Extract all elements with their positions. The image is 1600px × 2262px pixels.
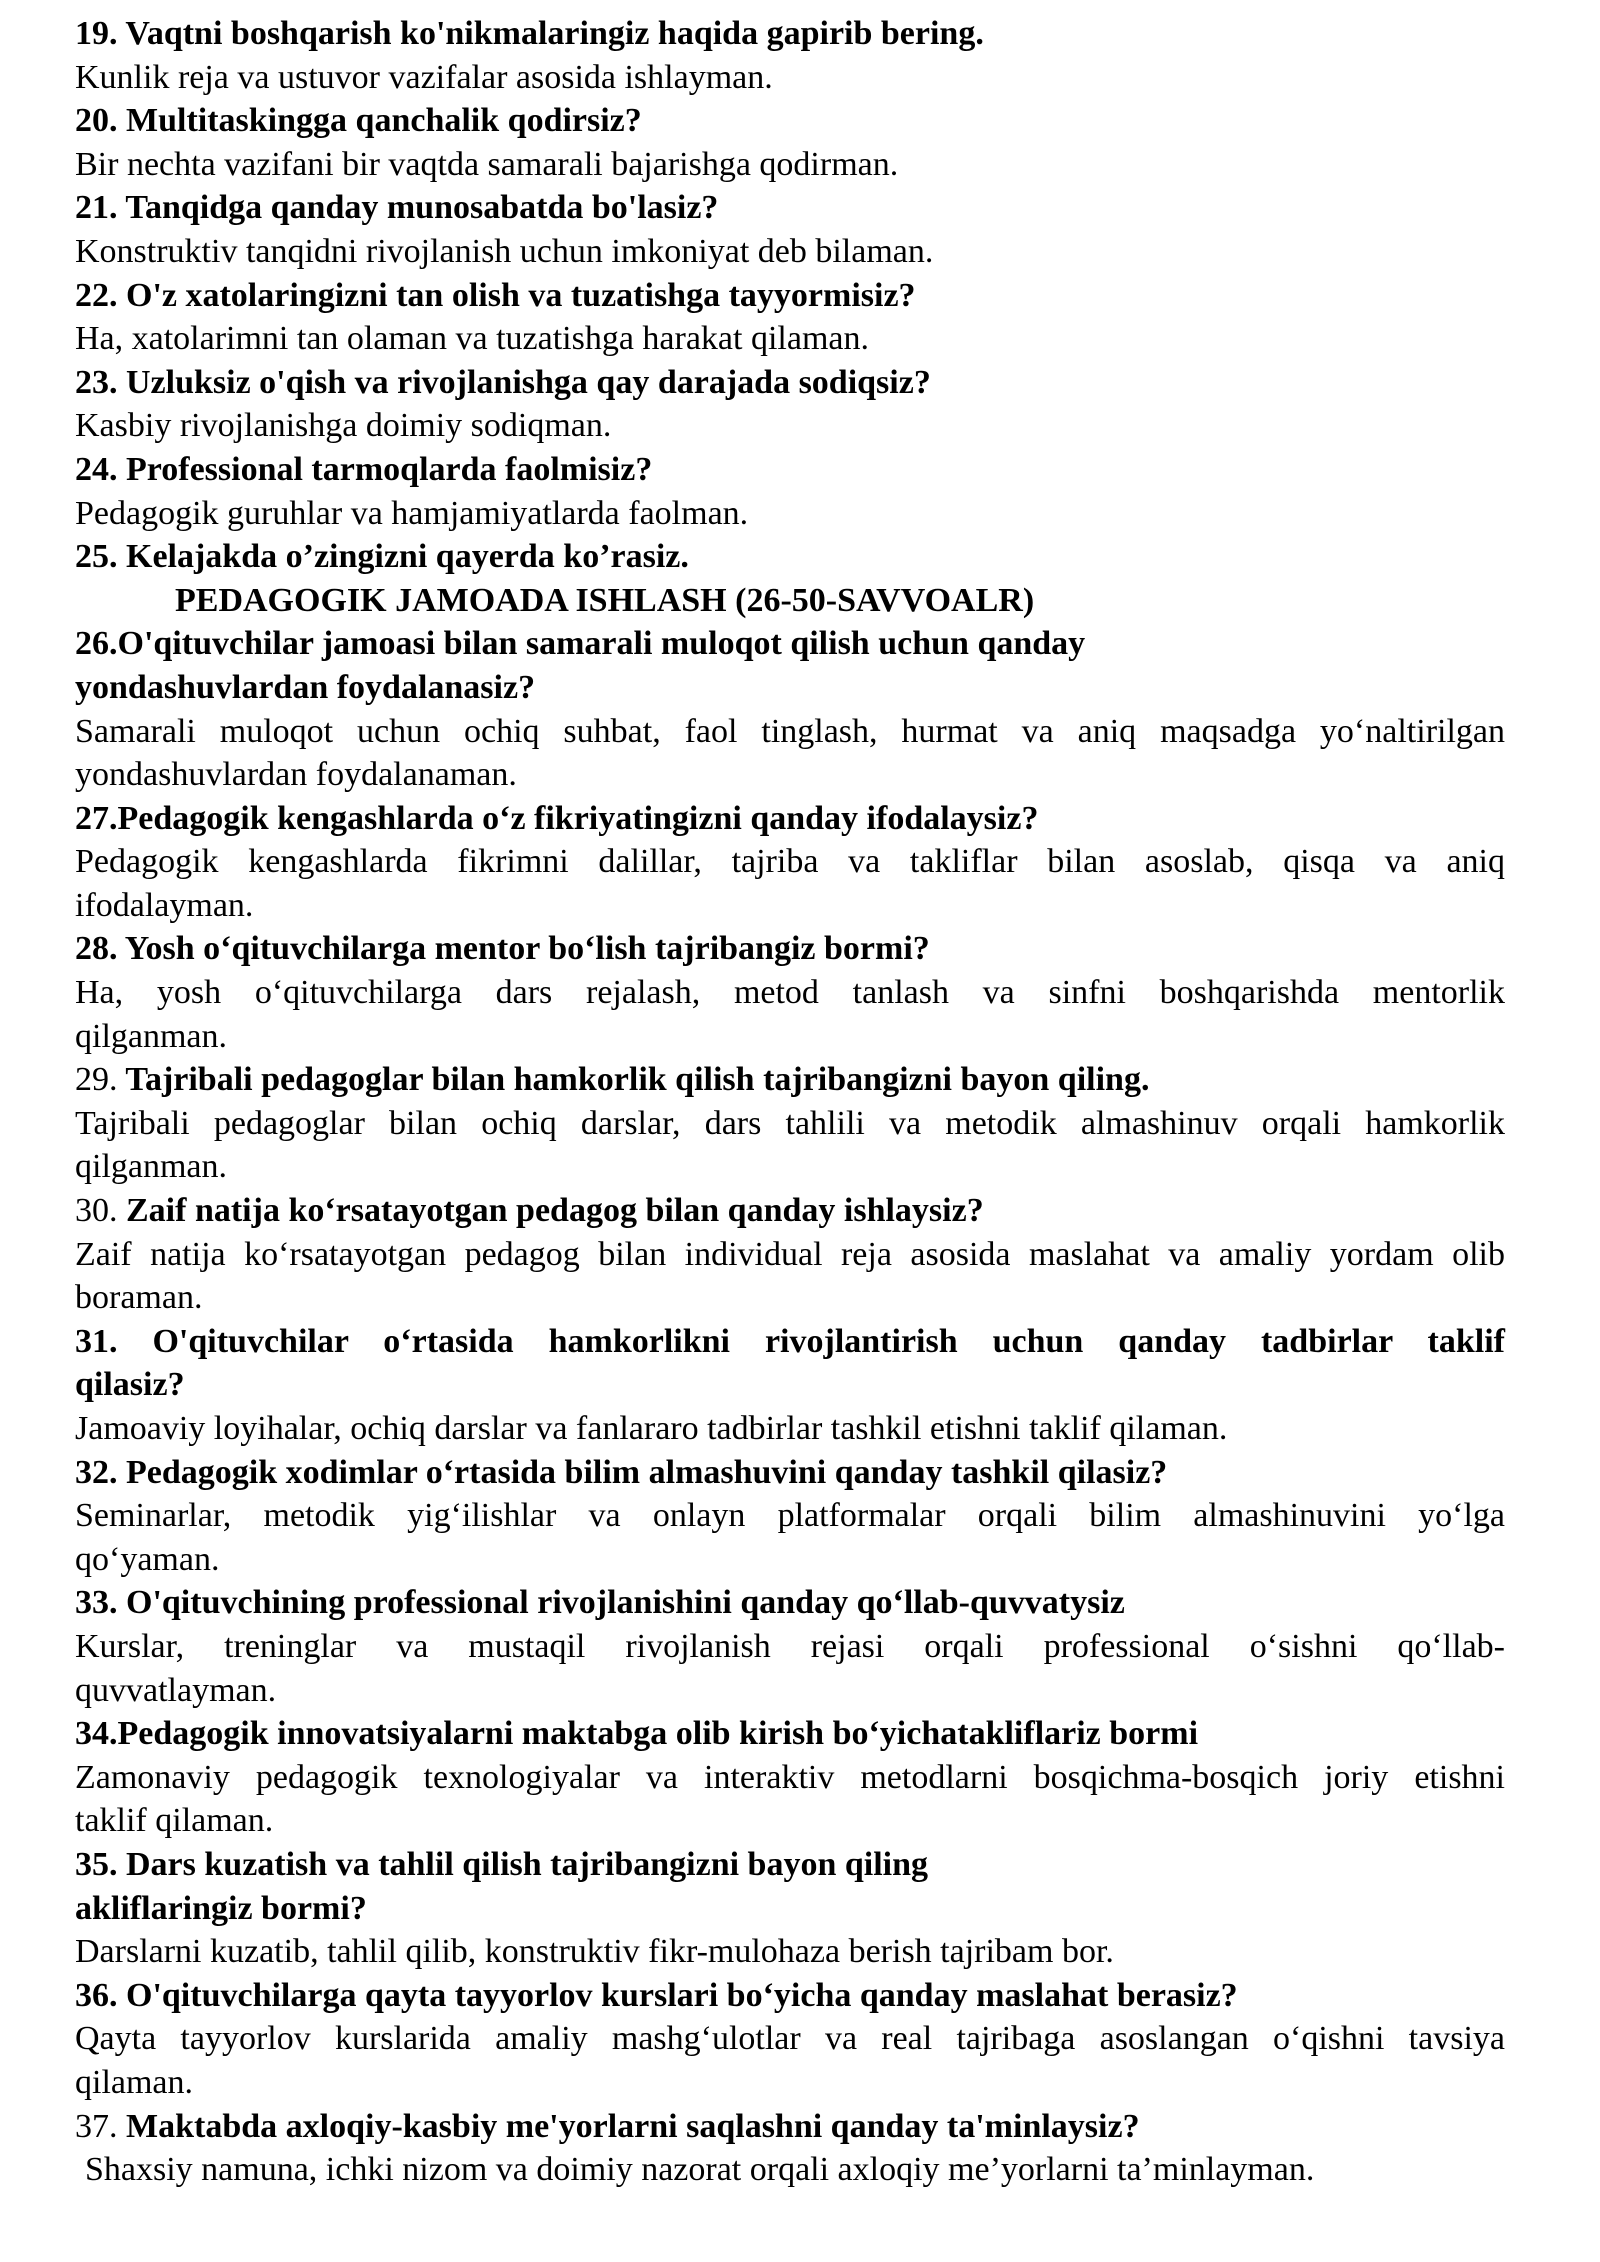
question-text: Vaqtni boshqarish ko'nikmalaringiz haqida gapirib bering. xyxy=(125,15,984,52)
answer-text: Kunlik reja va ustuvor vazifalar asosida ishlayman. xyxy=(75,58,773,96)
question-text: akliflaringiz bormi? xyxy=(75,1889,367,1927)
question-text: Multitaskingga qanchalik qodirsiz? xyxy=(126,102,642,140)
question-text: O'qituvchining professional rivojlanishini qanday qo‘llab-quvvatysiz xyxy=(126,1584,1125,1622)
answer-paragraph xyxy=(75,840,1505,927)
question-number: 30. xyxy=(75,1192,118,1230)
question-paragraph xyxy=(75,2105,1505,2149)
question-paragraph xyxy=(75,797,1505,841)
justified-line xyxy=(75,1669,1505,1713)
justified-line xyxy=(75,1320,1505,1364)
justified-line xyxy=(75,1276,1505,1320)
justified-line xyxy=(75,2061,1505,2105)
answer-text: Samarali muloqot uchun ochiq suhbat, faol tinglash, hurmat va aniq maqsadga yo‘naltirilgan xyxy=(75,712,1505,750)
heading-text: PEDAGOGIK JAMOADA ISHLASH (26-50-SAVVOALR) xyxy=(175,581,1035,619)
answer-paragraph xyxy=(75,1494,1505,1581)
justified-line xyxy=(75,884,1505,928)
document-body xyxy=(75,12,1505,2192)
question-paragraph xyxy=(75,927,1505,971)
answer-paragraph xyxy=(75,1930,1505,1974)
question-text: Yosh o‘qituvchilarga mentor bo‘lish tajribangiz bormi? xyxy=(124,930,930,968)
answer-paragraph xyxy=(75,404,1505,448)
question-number: 31. xyxy=(75,1322,118,1360)
justified-line xyxy=(75,1625,1505,1669)
justified-line xyxy=(75,2017,1505,2061)
question-paragraph xyxy=(75,1189,1505,1233)
answer-text: Seminarlar, metodik yig‘ilishlar va onlayn platformalar orqali bilim almashinuvini yo‘lga xyxy=(75,1497,1505,1535)
answer-text: qilganman. xyxy=(75,1148,228,1186)
answer-paragraph xyxy=(75,1756,1505,1843)
question-number: 34. xyxy=(75,1715,118,1753)
answer-text: ifodalayman. xyxy=(75,886,254,924)
answer-text: Konstruktiv tanqidni rivojlanish uchun imkoniyat deb bilaman. xyxy=(75,232,934,270)
justified-line xyxy=(75,1233,1505,1277)
question-text: qilasiz? xyxy=(75,1366,185,1404)
answer-text: quvvatlayman. xyxy=(75,1671,277,1709)
answer-text: Zaif natija ko‘rsatayotgan pedagog bilan individual reja asosida maslahat va amaliy yordam olib xyxy=(75,1235,1505,1273)
answer-text: Kasbiy rivojlanishga doimiy sodiqman. xyxy=(75,407,612,445)
answer-paragraph xyxy=(75,1407,1505,1451)
question-number: 19. xyxy=(75,15,118,52)
question-paragraph xyxy=(75,622,1505,709)
question-number: 22. xyxy=(75,276,118,314)
question-paragraph xyxy=(75,186,1505,230)
justified-line xyxy=(75,1015,1505,1059)
answer-paragraph xyxy=(75,1233,1505,1320)
question-text: Uzluksiz o'qish va rivojlanishga qay darajada sodiqsiz? xyxy=(126,363,931,401)
question-paragraph xyxy=(75,99,1505,143)
question-number: 24. xyxy=(75,450,118,488)
answer-paragraph xyxy=(75,492,1505,536)
question-text: Professional tarmoqlarda faolmisiz? xyxy=(126,450,653,488)
answer-paragraph xyxy=(75,317,1505,361)
question-paragraph xyxy=(75,1581,1505,1625)
question-number: 27. xyxy=(75,799,118,837)
justified-line xyxy=(75,840,1505,884)
justified-line xyxy=(75,710,1505,754)
answer-text: qilaman. xyxy=(75,2063,194,2101)
section-heading xyxy=(75,579,1505,623)
question-text: Tanqidga qanday munosabatda bo'lasiz? xyxy=(125,189,719,227)
question-paragraph xyxy=(75,274,1505,318)
question-paragraph xyxy=(75,12,1505,56)
justified-line xyxy=(75,1494,1505,1538)
answer-text: Jamoaviy loyihalar, ochiq darslar va fanlararo tadbirlar tashkil etishni taklif qilaman. xyxy=(75,1410,1228,1447)
answer-text: Zamonaviy pedagogik texnologiyalar va interaktiv metodlarni bosqichma-bosqich joriy etishni xyxy=(75,1758,1505,1796)
question-text: Pedagogik kengashlarda o‘z fikriyatingizni qanday ifodalaysiz? xyxy=(117,799,1039,837)
question-number: 36. xyxy=(75,1976,118,2014)
question-number: 29. xyxy=(75,1061,118,1099)
question-text: Pedagogik innovatsiyalarni maktabga olib kirish bo‘yichatakliflariz bormi xyxy=(117,1715,1199,1753)
answer-paragraph xyxy=(75,1625,1505,1712)
question-number: 25. xyxy=(75,538,118,576)
question-text: O'z xatolaringizni tan olish va tuzatishga tayyormisiz? xyxy=(126,276,916,314)
question-paragraph xyxy=(75,535,1505,579)
answer-paragraph xyxy=(75,971,1505,1058)
question-number: 21. xyxy=(75,189,118,227)
question-paragraph xyxy=(75,1974,1505,2018)
answer-paragraph xyxy=(75,230,1505,274)
question-text: Tajribali pedagoglar bilan hamkorlik qilish tajribangizni bayon qiling. xyxy=(125,1061,1150,1099)
question-paragraph xyxy=(75,1843,1505,1930)
answer-paragraph xyxy=(75,56,1505,100)
justified-line xyxy=(75,1363,1505,1407)
question-number: 33. xyxy=(75,1584,118,1622)
answer-text: Pedagogik guruhlar va hamjamiyatlarda faolman. xyxy=(75,494,749,532)
question-text: O'qituvchilarga qayta tayyorlov kurslari bo‘yicha qanday maslahat berasiz? xyxy=(126,1976,1238,2014)
question-text: Pedagogik xodimlar o‘rtasida bilim almashuvini qanday tashkil qilasiz? xyxy=(126,1453,1168,1491)
answer-text: taklif qilaman. xyxy=(75,1802,274,1840)
question-paragraph xyxy=(75,1712,1505,1756)
question-text: Maktabda axloqiy-kasbiy me'yorlarni saqlashni qanday ta'minlaysiz? xyxy=(126,2107,1140,2145)
justified-line xyxy=(75,753,1505,797)
answer-text: Darslarni kuzatib, tahlil qilib, konstruktiv fikr-mulohaza berish tajribam bor. xyxy=(75,1933,1114,1971)
answer-text: boraman. xyxy=(75,1279,203,1317)
question-number: 26. xyxy=(75,625,118,663)
question-text: O'qituvchilar o‘rtasida hamkorlikni rivojlantirish uchun qanday tadbirlar taklif xyxy=(152,1322,1506,1360)
question-paragraph xyxy=(75,1058,1505,1102)
justified-line xyxy=(75,1538,1505,1582)
answer-text: Tajribali pedagoglar bilan ochiq darslar, dars tahlili va metodik almashinuv orqali hamkorlik xyxy=(75,1104,1505,1142)
question-number: 37. xyxy=(75,2107,118,2145)
justified-line xyxy=(75,971,1505,1015)
question-text: Kelajakda o’zingizni qayerda ko’rasiz. xyxy=(126,538,689,576)
answer-text: Qayta tayyorlov kurslarida amaliy mashg‘ulotlar va real tajribaga asoslangan o‘qishni tavsiya xyxy=(75,2020,1505,2058)
question-paragraph xyxy=(75,361,1505,405)
question-number: 28. xyxy=(75,930,118,968)
answer-text: Bir nechta vazifani bir vaqtda samarali bajarishga qodirman. xyxy=(75,145,899,183)
justified-line xyxy=(75,1102,1505,1146)
answer-text: Kurslar, treninglar va mustaqil rivojlanish rejasi orqali professional o‘sishni qo‘llab- xyxy=(75,1627,1505,1665)
answer-text: Shaxsiy namuna, ichki nizom va doimiy nazorat orqali axloqiy me’yorlarni ta’minlayman. xyxy=(85,2151,1315,2189)
justified-line xyxy=(75,1799,1505,1843)
question-number: 35. xyxy=(75,1845,118,1883)
question-paragraph xyxy=(75,1320,1505,1407)
answer-paragraph xyxy=(75,710,1505,797)
answer-text: Pedagogik kengashlarda fikrimni dalillar, tajriba va takliflar bilan asoslab, qisqa va aniq xyxy=(75,843,1505,881)
question-number: 20. xyxy=(75,102,118,140)
answer-paragraph xyxy=(75,143,1505,187)
justified-line xyxy=(75,1145,1505,1189)
answer-text: qilganman. xyxy=(75,1017,228,1055)
question-text: Zaif natija ko‘rsatayotgan pedagog bilan qanday ishlaysiz? xyxy=(126,1192,984,1230)
question-paragraph xyxy=(75,448,1505,492)
question-text: Dars kuzatish va tahlil qilish tajribangizni bayon qiling xyxy=(126,1845,929,1883)
answer-text: qo‘yaman. xyxy=(75,1540,220,1578)
question-text: O'qituvchilar jamoasi bilan samarali muloqot qilish uchun qanday xyxy=(117,625,1086,663)
answer-text: yondashuvlardan foydalanaman. xyxy=(75,756,517,794)
question-text: yondashuvlardan foydalanasiz? xyxy=(75,668,536,706)
justified-line xyxy=(75,1756,1505,1800)
answer-paragraph xyxy=(75,2148,1505,2192)
question-paragraph xyxy=(75,1451,1505,1495)
question-number: 32. xyxy=(75,1453,118,1491)
question-number: 23. xyxy=(75,363,118,401)
answer-text: Ha, yosh o‘qituvchilarga dars rejalash, metod tanlash va sinfni boshqarishda mentorlik xyxy=(75,974,1505,1012)
answer-paragraph xyxy=(75,2017,1505,2104)
answer-text: Ha, xatolarimni tan olaman va tuzatishga harakat qilaman. xyxy=(75,320,869,358)
answer-paragraph xyxy=(75,1102,1505,1189)
